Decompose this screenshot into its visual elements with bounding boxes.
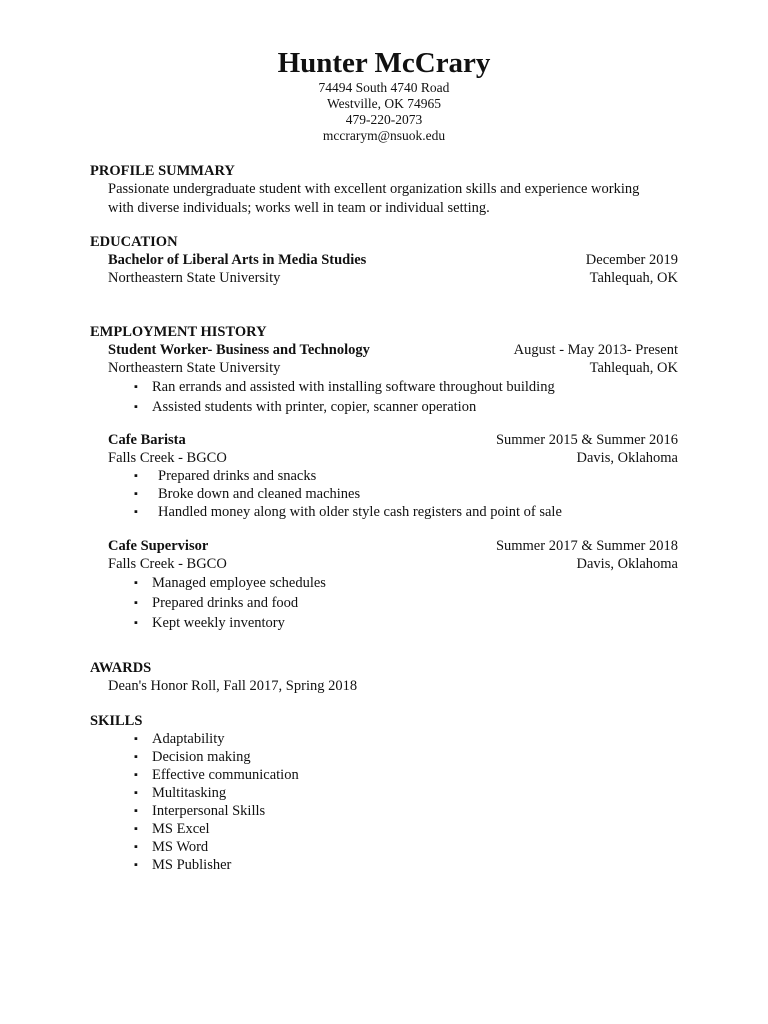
bullet-icon: ▪ [134, 381, 138, 393]
education-degree-row [90, 251, 678, 269]
skill-item: ▪ Effective communication [134, 767, 299, 783]
profile-heading: PROFILE SUMMARY [90, 163, 235, 179]
job-duty: ▪ Kept weekly inventory [134, 615, 285, 631]
email-address: mccrarym@nsuok.edu [322, 128, 446, 143]
profile-line-2: with diverse individuals; works well in team or individual setting. [108, 200, 490, 216]
bullet-icon: ▪ [134, 597, 138, 609]
job-duty: ▪ Ran errands and assisted with installing software throughout building [134, 379, 555, 395]
employment-section [90, 323, 678, 633]
job-title-row [90, 431, 678, 449]
awards-section [90, 659, 678, 695]
degree-name: Bachelor of Liberal Arts in Media Studies [108, 252, 367, 268]
bullet-icon: ▪ [134, 577, 138, 589]
employment-heading: EMPLOYMENT HISTORY [90, 324, 267, 340]
candidate-name: Hunter McCrary [277, 47, 491, 79]
job-duty: ▪ Handled money along with older style cash registers and point of sale [134, 504, 562, 520]
job-duty: ▪ Prepared drinks and food [134, 595, 299, 611]
phone-number: 479-220-2073 [345, 112, 423, 127]
school-location: Tahlequah, OK [589, 270, 678, 286]
bullet-icon: ▪ [134, 841, 138, 853]
job-employer-row [90, 359, 678, 377]
job-duty: ▪ Assisted students with printer, copier, scanner operation [134, 399, 477, 415]
resume-header [0, 46, 768, 144]
job-duty: ▪ Prepared drinks and snacks [134, 468, 317, 484]
job-entry [90, 431, 678, 521]
skills-list [90, 730, 678, 874]
skill-item: ▪ Multitasking [134, 785, 227, 801]
job-employer-row [90, 555, 678, 573]
job-entry [90, 341, 678, 417]
job-title: Cafe Barista [108, 432, 186, 448]
job-location: Davis, Oklahoma [576, 556, 678, 572]
job-duty: ▪ Managed employee schedules [134, 575, 326, 591]
address-line-1: 74494 South 4740 Road [318, 80, 450, 95]
bullet-icon: ▪ [134, 488, 138, 500]
awards-heading: AWARDS [90, 660, 152, 676]
job-employer-row [90, 449, 678, 467]
bullet-icon: ▪ [134, 401, 138, 413]
bullet-icon: ▪ [134, 859, 138, 871]
address-line-2: Westville, OK 74965 [326, 96, 442, 111]
bullet-icon: ▪ [134, 823, 138, 835]
bullet-icon: ▪ [134, 506, 138, 518]
bullet-icon: ▪ [134, 751, 138, 763]
job-title: Cafe Supervisor [108, 538, 209, 554]
job-date: Summer 2015 & Summer 2016 [495, 432, 678, 448]
job-duty: ▪ Broke down and cleaned machines [134, 486, 361, 502]
job-location: Tahlequah, OK [589, 360, 678, 376]
profile-section [90, 162, 678, 218]
skill-item: ▪ MS Word [134, 839, 209, 855]
degree-date: December 2019 [585, 252, 678, 268]
profile-line-1: Passionate undergraduate student with excellent organization skills and experience working [108, 181, 640, 197]
job-date: August - May 2013- Present [513, 342, 678, 358]
education-heading: EDUCATION [90, 234, 178, 250]
job-duties [90, 573, 678, 633]
skill-item: ▪ Interpersonal Skills [134, 803, 266, 819]
job-title-row [90, 341, 678, 359]
job-title: Student Worker- Business and Technology [108, 342, 370, 358]
job-title-row [90, 537, 678, 555]
bullet-icon: ▪ [134, 470, 138, 482]
job-duties [90, 377, 678, 417]
bullet-icon: ▪ [134, 787, 138, 799]
bullet-icon: ▪ [134, 733, 138, 745]
skill-item: ▪ Adaptability [134, 731, 225, 747]
education-section [90, 233, 678, 287]
school-name: Northeastern State University [108, 270, 281, 286]
job-employer: Falls Creek - BGCO [108, 450, 227, 466]
bullet-icon: ▪ [134, 769, 138, 781]
skill-item: ▪ MS Excel [134, 821, 210, 837]
skill-item: ▪ MS Publisher [134, 857, 232, 873]
job-location: Davis, Oklahoma [576, 450, 678, 466]
job-employer: Northeastern State University [108, 360, 281, 376]
bullet-icon: ▪ [134, 617, 138, 629]
bullet-icon: ▪ [134, 805, 138, 817]
award-item: Dean's Honor Roll, Fall 2017, Spring 2018 [108, 678, 358, 694]
job-date: Summer 2017 & Summer 2018 [495, 538, 678, 554]
job-duties [90, 467, 678, 521]
job-entry [90, 537, 678, 633]
job-employer: Falls Creek - BGCO [108, 556, 227, 572]
skills-heading: SKILLS [90, 713, 143, 729]
skill-item: ▪ Decision making [134, 749, 251, 765]
education-school-row [90, 269, 678, 287]
skills-section [90, 712, 678, 874]
